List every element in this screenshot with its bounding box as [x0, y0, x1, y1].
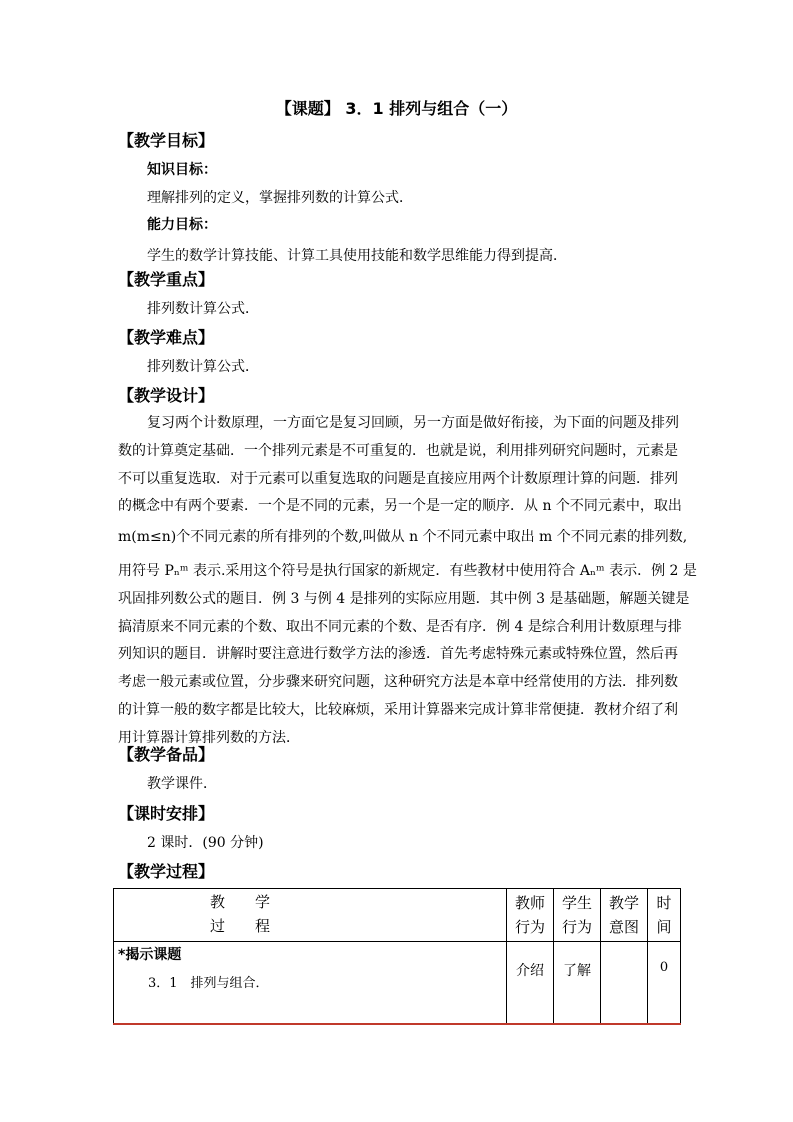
design-line: 复习两个计数原理，一方面它是复习回顾，另一方面是做好衔接，为下面的问题及排列 — [147, 415, 679, 431]
design-line: 的概念中有两个要素．一个是不同的元素，另一个是一定的顺序．从 n 个不同元素中，取出 — [118, 498, 682, 515]
design-paragraph — [118, 410, 697, 753]
header-intent — [601, 889, 648, 942]
section-difficulty: 【教学难点】 — [118, 328, 215, 347]
row-student: 了解 — [554, 942, 601, 1024]
design-line: 搞清原来不同元素的个数、取出不同元素的个数、是否有序．例 4 是综合利用计数原理与排 — [118, 618, 682, 635]
design-line: 列知识的题目．讲解时要注意进行数学方法的渗透．首先考虑特殊元素或特殊位置，然后再 — [118, 646, 678, 663]
header-teacher-line2: 行为 — [514, 918, 545, 936]
design-line: 考虑一般元素或位置，分步骤来研究问题，这种研究方法是本章中经常使用的方法．排列数 — [118, 674, 678, 691]
prep-text: 教学课件． — [147, 776, 217, 792]
header-process-line1: 教 学 — [209, 893, 270, 911]
design-line: 巩固排列数公式的题目．例 3 与例 4 是排列的实际应用题．其中例 3 是基础题，解题关键是 — [118, 590, 690, 607]
difficulty-text: 排列数计算公式． — [147, 359, 259, 375]
header-process — [114, 889, 507, 942]
focus-text: 排列数计算公式． — [147, 301, 259, 317]
table-bottom-border — [113, 1023, 681, 1025]
ability-goal-heading: 能力目标： — [147, 217, 217, 233]
row-text: 3．1 排列与组合． — [148, 976, 269, 991]
row-teacher: 介绍 — [507, 942, 554, 1024]
row-time: 0 — [648, 942, 681, 1024]
design-line: 不可以重复选取．对于元素可以重复选取的问题是直接应用两个计数原理计算的问题．排列 — [118, 470, 678, 487]
header-process-line2: 过 程 — [209, 917, 270, 935]
section-process: 【教学过程】 — [118, 862, 215, 881]
header-intent-line2: 意图 — [608, 918, 639, 936]
row-title: *揭示课题 — [118, 947, 182, 963]
row-intent — [601, 942, 648, 1024]
header-teacher-line1: 教师 — [514, 894, 545, 912]
section-goals: 【教学目标】 — [118, 131, 215, 150]
design-line: 的计算一般的数字都是比较大，比较麻烦，采用计算器来完成计算非常便捷．教材介绍了利 — [118, 701, 678, 718]
section-design: 【教学设计】 — [118, 386, 215, 405]
page-title: 【课题】 3．1 排列与组合（一） — [275, 99, 518, 118]
header-student-line2: 行为 — [561, 918, 592, 936]
design-line: 用计算器计算排列数的方法． — [118, 729, 300, 746]
header-time-line2: 间 — [656, 918, 672, 936]
ability-goal-text: 学生的数学计算技能、计算工具使用技能和数学思维能力得到提高． — [147, 248, 567, 264]
row-process-cell — [114, 942, 507, 1024]
knowledge-goal-heading: 知识目标： — [147, 162, 217, 178]
process-table — [113, 888, 681, 1024]
table-row — [114, 942, 681, 1024]
header-time — [648, 889, 681, 942]
section-schedule: 【课时安排】 — [118, 804, 215, 823]
header-student — [554, 889, 601, 942]
header-time-line1: 时 — [656, 894, 672, 912]
design-line: 数的计算奠定基础．一个排列元素是不可重复的．也就是说，利用排列研究问题时，元素是 — [118, 442, 678, 459]
header-teacher — [507, 889, 554, 942]
table-header-row — [114, 889, 681, 942]
design-line: 用符号 Pₙᵐ 表示.采用这个符号是执行国家的新规定．有些教材中使用符合 Aₙᵐ 表示．例 2 是 — [118, 562, 697, 579]
schedule-text: 2 课时．(90 分钟) — [147, 835, 264, 851]
section-prep: 【教学备品】 — [118, 745, 215, 764]
header-student-line1: 学生 — [561, 894, 592, 912]
knowledge-goal-text: 理解排列的定义，掌握排列数的计算公式． — [147, 190, 413, 206]
section-focus: 【教学重点】 — [118, 270, 215, 289]
design-line: m(m≤n)个不同元素的所有排列的个数,叫做从 n 个不同元素中取出 m 个不同元素的排列数, — [118, 529, 688, 546]
header-intent-line1: 教学 — [608, 894, 639, 912]
